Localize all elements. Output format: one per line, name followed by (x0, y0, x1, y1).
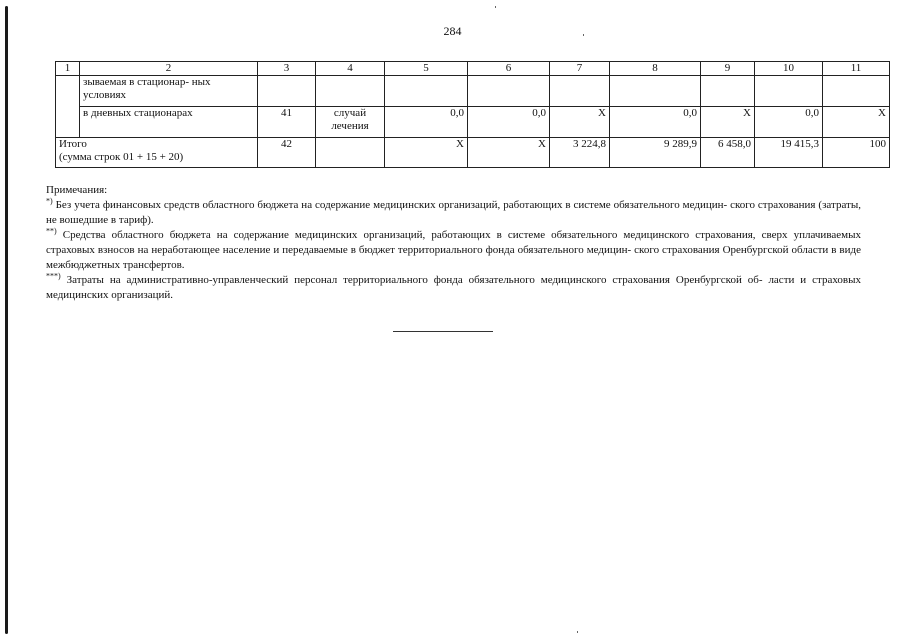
column-number: 8 (610, 62, 701, 76)
empty-cell (385, 76, 468, 107)
note-item (46, 228, 861, 273)
value-cell: X (550, 107, 610, 138)
column-number: 3 (258, 62, 316, 76)
empty-cell (755, 76, 823, 107)
value-cell: X (385, 138, 468, 168)
footnote-mark: **) (46, 226, 57, 236)
value-cell: 0,0 (610, 107, 701, 138)
empty-cell (701, 76, 755, 107)
notes-section (46, 183, 861, 303)
value-cell: 6 458,0 (701, 138, 755, 168)
empty-cell (823, 76, 890, 107)
scan-speck (495, 6, 496, 8)
value-cell: 0,0 (385, 107, 468, 138)
closing-rule (393, 331, 493, 332)
table-row-total (56, 138, 890, 168)
row-label: зываемая в стационар- ных условиях (80, 76, 258, 107)
empty-cell (610, 76, 701, 107)
value-cell: X (823, 107, 890, 138)
note-item (46, 198, 861, 228)
footnote-mark: ***) (46, 271, 61, 281)
column-number: 6 (468, 62, 550, 76)
column-number: 9 (701, 62, 755, 76)
page-number: 284 (443, 24, 462, 38)
table-row-day-hospital (56, 107, 890, 138)
column-number: 4 (316, 62, 385, 76)
total-label-cell (56, 138, 258, 168)
column-number: 1 (56, 62, 80, 76)
value-cell: 3 224,8 (550, 138, 610, 168)
value-cell: X (701, 107, 755, 138)
scan-speck (577, 631, 578, 633)
unit-cell (316, 138, 385, 168)
value-cell: 19 415,3 (755, 138, 823, 168)
notes-heading: Примечания: (46, 184, 108, 196)
note-item (46, 273, 861, 303)
total-sublabel: (сумма строк 01 + 15 + 20) (59, 151, 184, 163)
note-text: Средства областного бюджета на содержание медицинских организаций, работающих в системе обязательного медицинского страхования, сверх уплачиваемых страховых взносов на неработающее население и передаваемые в бюджет территориального фонда обязательного медицин- ского страхования Оренбургской области в виде межбюджетных трансфертов. (46, 229, 861, 271)
empty-cell (468, 76, 550, 107)
value-cell: 0,0 (468, 107, 550, 138)
column-number: 7 (550, 62, 610, 76)
unit-cell: случай лечения (316, 107, 385, 138)
scan-edge (5, 6, 8, 634)
line-code: 42 (258, 138, 316, 168)
budget-table (55, 61, 890, 168)
column-number: 5 (385, 62, 468, 76)
line-code: 41 (258, 107, 316, 138)
row-label: в дневных стационарах (80, 107, 258, 138)
note-text: Затраты на административно-управленческий персонал территориального фонда обязательного медицинского страхования Оренбургской об- ласти и страховых медицинских организаций. (46, 274, 861, 301)
value-cell: X (468, 138, 550, 168)
column-number: 2 (80, 62, 258, 76)
value-cell: 0,0 (755, 107, 823, 138)
empty-cell (550, 76, 610, 107)
column-number-row (56, 62, 890, 76)
empty-cell (258, 76, 316, 107)
footnote-mark: *) (46, 196, 53, 206)
note-text: Без учета финансовых средств областного бюджета на содержание медицинских организаций, работающих в системе обязательного медицин- ского страхования (затраты, не вошедшие в тариф). (46, 199, 861, 226)
column-number: 11 (823, 62, 890, 76)
total-label: Итого (59, 138, 87, 150)
empty-cell (56, 76, 80, 138)
value-cell: 9 289,9 (610, 138, 701, 168)
column-number: 10 (755, 62, 823, 76)
empty-cell (316, 76, 385, 107)
table-row-continuation (56, 76, 890, 107)
value-cell: 100 (823, 138, 890, 168)
